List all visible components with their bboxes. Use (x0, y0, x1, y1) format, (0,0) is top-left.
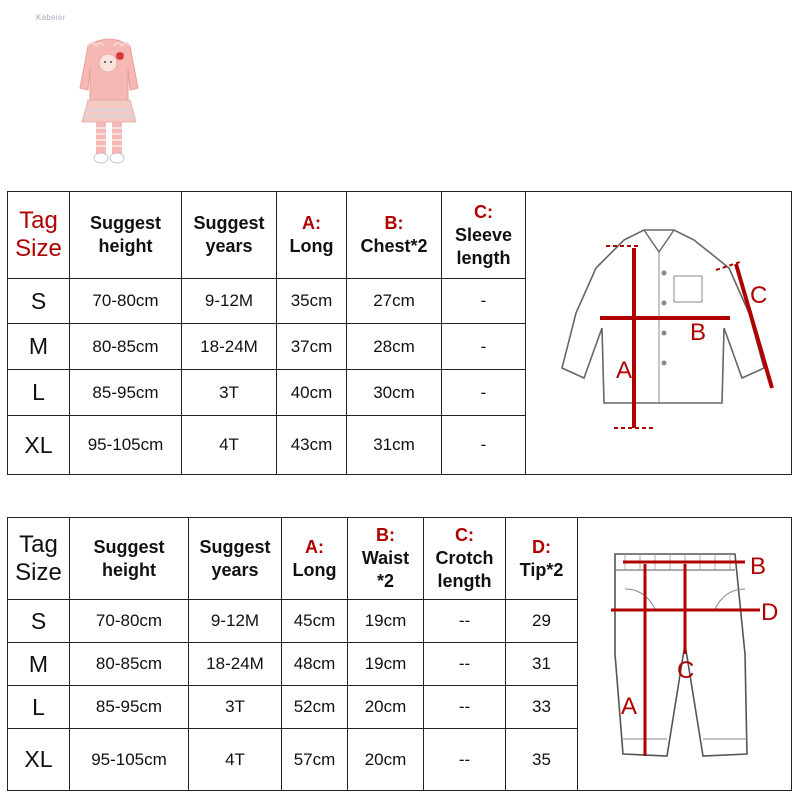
chest-cell: 30cm (347, 370, 442, 416)
header-tip: D: Tip*2 (506, 518, 578, 600)
pants-size-table (7, 517, 792, 791)
header-long: A: Long (282, 518, 348, 600)
tip-cell: 31 (506, 643, 578, 686)
height-cell: 80-85cm (70, 643, 189, 686)
shirt-size-table (7, 191, 792, 475)
sleeve-cell: - (442, 324, 526, 370)
height-cell: 70-80cm (70, 279, 182, 324)
diagram-label-d: D (760, 599, 778, 626)
diagram-label-a: A (615, 357, 632, 384)
years-cell: 9-12M (182, 279, 277, 324)
long-cell: 57cm (282, 729, 348, 791)
tip-cell: 29 (506, 600, 578, 643)
header-crotch-length: C: Crotch length (424, 518, 506, 600)
sleeve-cell: - (442, 416, 526, 475)
waist-cell: 19cm (348, 600, 424, 643)
chest-cell: 27cm (347, 279, 442, 324)
years-cell: 4T (182, 416, 277, 475)
header-suggest-height: Suggest height (70, 192, 182, 279)
waist-cell: 20cm (348, 729, 424, 791)
tip-cell: 33 (506, 686, 578, 729)
size-cell: XL (8, 729, 70, 791)
height-cell: 85-95cm (70, 686, 189, 729)
waist-cell: 19cm (348, 643, 424, 686)
size-cell: L (8, 686, 70, 729)
sleeve-cell: - (442, 279, 526, 324)
years-cell: 9-12M (189, 600, 282, 643)
years-cell: 3T (189, 686, 282, 729)
years-cell: 3T (182, 370, 277, 416)
tip-cell: 35 (506, 729, 578, 791)
pants-measure-diagram (578, 518, 792, 791)
years-cell: 4T (189, 729, 282, 791)
diagram-label-c: C (676, 657, 694, 684)
crotch-cell: -- (424, 600, 506, 643)
header-waist: B: Waist *2 (348, 518, 424, 600)
header-long: A: Long (277, 192, 347, 279)
long-cell: 37cm (277, 324, 347, 370)
diagram-label-c: C (749, 282, 767, 309)
long-cell: 43cm (277, 416, 347, 475)
chest-cell: 28cm (347, 324, 442, 370)
header-tag-size: Tag Size (8, 518, 70, 600)
header-tag-size: Tag Size (8, 192, 70, 279)
diagram-label-b: B (749, 553, 766, 580)
header-suggest-years: Suggest years (189, 518, 282, 600)
shirt-diagram (544, 218, 774, 448)
height-cell: 80-85cm (70, 324, 182, 370)
header-sleeve-length: C: Sleeve length (442, 192, 526, 279)
header-suggest-height: Suggest height (70, 518, 189, 600)
long-cell: 48cm (282, 643, 348, 686)
size-cell: S (8, 600, 70, 643)
size-cell: S (8, 279, 70, 324)
long-cell: 40cm (277, 370, 347, 416)
long-cell: 35cm (277, 279, 347, 324)
header-suggest-years: Suggest years (182, 192, 277, 279)
crotch-cell: -- (424, 643, 506, 686)
shirt-measure-diagram (526, 192, 792, 475)
size-cell: XL (8, 416, 70, 475)
crotch-cell: -- (424, 686, 506, 729)
table-header-row (8, 192, 792, 279)
diagram-label-a: A (620, 693, 637, 720)
product-image (74, 18, 144, 170)
size-cell: M (8, 643, 70, 686)
years-cell: 18-24M (182, 324, 277, 370)
brand-logo: Kabeier (36, 13, 66, 22)
size-cell: M (8, 324, 70, 370)
height-cell: 95-105cm (70, 416, 182, 475)
long-cell: 45cm (282, 600, 348, 643)
size-cell: L (8, 370, 70, 416)
chest-cell: 31cm (347, 416, 442, 475)
height-cell: 95-105cm (70, 729, 189, 791)
height-cell: 85-95cm (70, 370, 182, 416)
waist-cell: 20cm (348, 686, 424, 729)
long-cell: 52cm (282, 686, 348, 729)
height-cell: 70-80cm (70, 600, 189, 643)
header-chest: B: Chest*2 (347, 192, 442, 279)
sleeve-cell: - (442, 370, 526, 416)
crotch-cell: -- (424, 729, 506, 791)
pants-diagram (585, 534, 785, 774)
years-cell: 18-24M (189, 643, 282, 686)
table-header-row (8, 518, 792, 600)
diagram-label-b: B (689, 319, 706, 346)
